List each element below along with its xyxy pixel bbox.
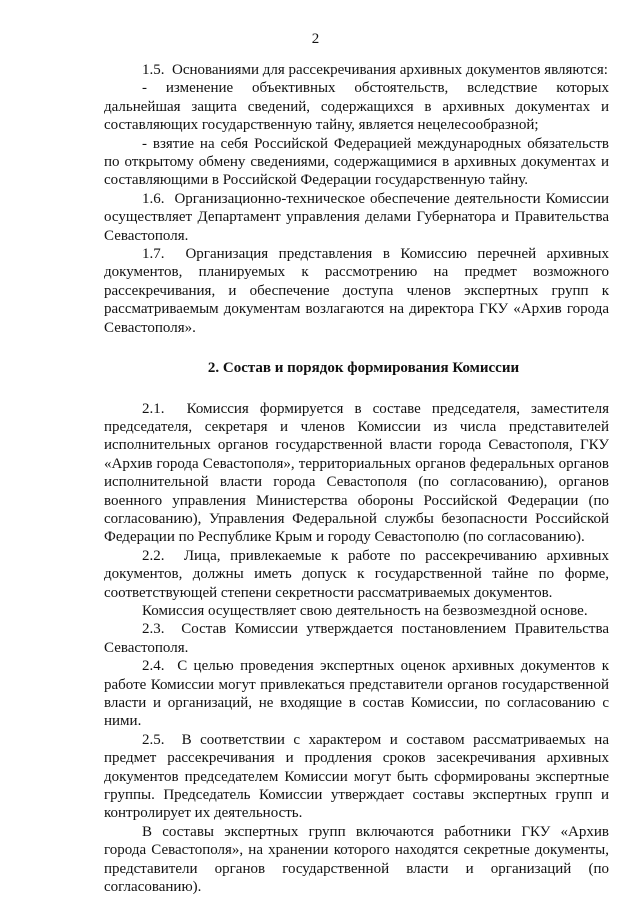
- paragraph-2-3: 2.3. Состав Комиссии утверждается постановлением Правительства Севастополя.: [104, 621, 609, 656]
- paragraph-2-5: 2.5. В соответствии с характером и составом рассматриваемых на предмет рассекречивания и продления сроков засекречивания архивных документов председателем Комиссии могут быть сформированы экспертные группы. Председатель Комиссии утверждает составы экспертных групп и контролирует их деятельность.: [104, 731, 609, 822]
- paragraph-2-2: 2.2. Лица, привлекаемые к работе по рассекречиванию архивных документов, должны иметь допуск к государственной тайне по форме, соответствующей степени секретности рассматриваемых документов.: [104, 547, 609, 601]
- spacer: [104, 337, 609, 359]
- paragraph-2-2-note: Комиссия осуществляет свою деятельность на безвозмездной основе.: [142, 602, 588, 619]
- paragraph-2-5-note: В составы экспертных групп включаются работники ГКУ «Архив города Севастополя», на хранении которого находятся секретные документы, представители органов государственной власти и организаций (по согласованию).: [104, 823, 609, 896]
- paragraph-1-5-item-2: - взятие на себя Российской Федерацией международных обязательств по открытому обмену сведениями, содержащимися в архивных документах и составляющими в Российской Федерации государственную тайну.: [104, 135, 609, 189]
- paragraph-1-5: 1.5. Основаниями для рассекречивания архивных документов являются:: [142, 62, 608, 78]
- paragraph-2-1: 2.1. Комиссия формируется в составе председателя, заместителя председателя, секретаря и членов Комиссии из числа представителей исполнительных органов государственной власти города Севастополя, ГКУ «Архив города Севастополя», территориальных органов федеральных органов исполнительной власти города Севастополя (по согласованию), органов военного управления Министерства обороны Российской Федерации (по согласованию), Управления Федеральной службы безопасности Российской Федерации по Республике Крым и городу Севастополю (по согласованию).: [104, 400, 609, 546]
- page-number: 2: [311, 31, 320, 47]
- section-2-heading: 2. Состав и порядок формирования Комиссии: [207, 360, 520, 377]
- paragraph-1-5-item-1: - изменение объективных обстоятельств, вследствие которых дальнейшая защита сведений, содержащихся в архивных документах и составляющих государственную тайну, является нецелесообразной;: [104, 80, 609, 134]
- spacer: [104, 378, 609, 400]
- document-body: [104, 61, 609, 896]
- paragraph-1-6: 1.6. Организационно-техническое обеспечение деятельности Комиссии осуществляет Департамент управления делами Губернатора и Правительства Севастополя.: [104, 190, 609, 244]
- paragraph-1-7: 1.7. Организация представления в Комиссию перечней архивных документов, планируемых к рассмотрению на предмет возможного рассекречивания, и обеспечение доступа членов экспертных групп к рассматриваемым документам возлагаются на директора ГКУ «Архив города Севастополя».: [104, 246, 609, 336]
- paragraph-2-4: 2.4. С целью проведения экспертных оценок архивных документов к работе Комиссии могут привлекаться представители органов государственной власти и организаций, не входящие в состав Комиссии, по согласованию с ними.: [104, 658, 609, 730]
